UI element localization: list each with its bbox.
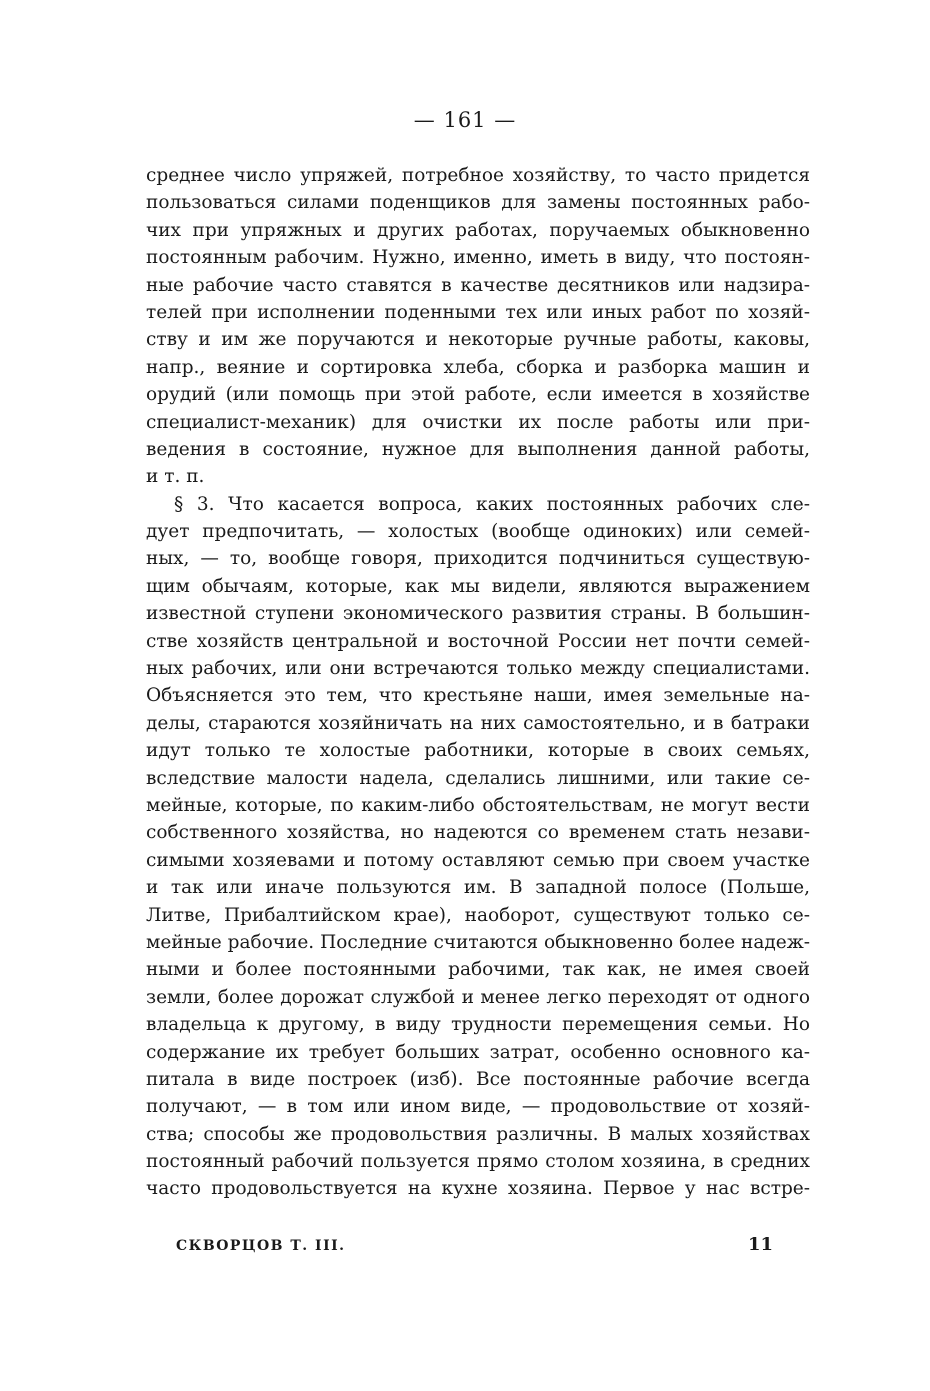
printer-signature: СКВОРЦОВ Т. III.	[176, 1238, 346, 1254]
text-line: питала в виде построек (изб). Все постоянные рабочие всегда	[146, 1068, 810, 1090]
text-line: постоянный рабочий пользуется прямо столом хозяина, в средних	[146, 1151, 810, 1173]
text-line: известной ступени экономического развития страны. В большин-	[146, 603, 810, 625]
text-line: среднее число упряжей, потребное хозяйству, то часто придется	[146, 165, 810, 186]
text-line: и так или иначе пользуются им. В западной полосе (Польше,	[146, 877, 810, 899]
text-line: мейные, которые, по каким-либо обстоятельствам, не могут вести	[146, 794, 810, 816]
sheet-number: 11	[748, 1234, 774, 1255]
paragraph-start-line: § 3. Что касается вопроса, каких постоянных рабочих сле-	[174, 493, 810, 515]
text-line: напр., веяние и сортировка хлеба, сборка и разборка машин и	[146, 356, 810, 378]
text-line: специалист-механик) для очистки их после работы или при-	[146, 411, 810, 433]
text-line: Литве, Прибалтийском крае), наоборот, существуют только се-	[146, 904, 810, 926]
text-line: ные рабочие часто ставятся в качестве десятников или надзира-	[146, 274, 810, 296]
text-line: ства; способы же продовольствия различны. В малых хозяйствах	[146, 1123, 810, 1145]
text-line: Объясняется это тем, что крестьяне наши, имея земельные на-	[146, 685, 810, 707]
text-line: ведения в состояние, нужное для выполнения данной работы,	[146, 438, 810, 460]
text-line: делы, стараются хозяйничать на них самостоятельно, и в батраки	[146, 712, 810, 734]
text-line: ству и им же поручаются и некоторые ручные работы, каковы,	[146, 329, 810, 351]
text-line: содержание их требует больших затрат, особенно основного ка-	[146, 1041, 810, 1063]
text-line: вследствие малости надела, сделались лишними, или такие се-	[146, 767, 810, 789]
text-line: часто продовольствуется на кухне хозяина. Первое у нас встре-	[146, 1178, 810, 1200]
text-line: стве хозяйств центральной и восточной России нет почти семей-	[146, 630, 810, 652]
page-number: — 161 —	[413, 108, 517, 132]
text-line: владельца к другому, в виду трудности перемещения семьи. Но	[146, 1014, 810, 1036]
text-line: земли, более дорожат службой и менее легко переходят от одного	[146, 986, 810, 1008]
text-line: мейные рабочие. Последние считаются обыкновенно более надеж-	[146, 931, 810, 953]
text-line: орудий (или помощь при этой работе, если имеется в хозяйстве	[146, 384, 810, 406]
text-line: идут только те холостые работники, которые в своих семьях,	[146, 740, 810, 762]
text-line: дует предпочитать, — холостых (вообще одиноких) или семей-	[146, 521, 810, 543]
text-line: постоянным рабочим. Нужно, именно, иметь в виду, что постоян-	[146, 247, 810, 269]
text-line: симыми хозяевами и потому оставляют семью при своем участке	[146, 849, 810, 871]
body-text	[146, 162, 810, 1203]
text-line: ных рабочих, или они встречаются только между специалистами.	[146, 658, 810, 680]
text-line: щим обычаям, которые, как мы видели, являются выражением	[146, 575, 810, 597]
text-line: чих при упряжных и других работах, поручаемых обыкновенно	[146, 219, 810, 241]
text-line: ных, — то, вообще говоря, приходится подчиниться существую-	[146, 548, 810, 570]
text-line: пользоваться силами поденщиков для замены постоянных рабо-	[146, 192, 810, 214]
text-line: телей при исполнении поденными тех или иных работ по хозяй-	[146, 301, 810, 323]
text-line: собственного хозяйства, но надеются со временем стать незави-	[146, 822, 810, 844]
text-line: получают, — в том или ином виде, — продовольствие от хозяй-	[146, 1096, 810, 1118]
text-line: и т. п.	[146, 466, 205, 488]
text-line: ными и более постоянными рабочими, так как, не имея своей	[146, 959, 810, 981]
